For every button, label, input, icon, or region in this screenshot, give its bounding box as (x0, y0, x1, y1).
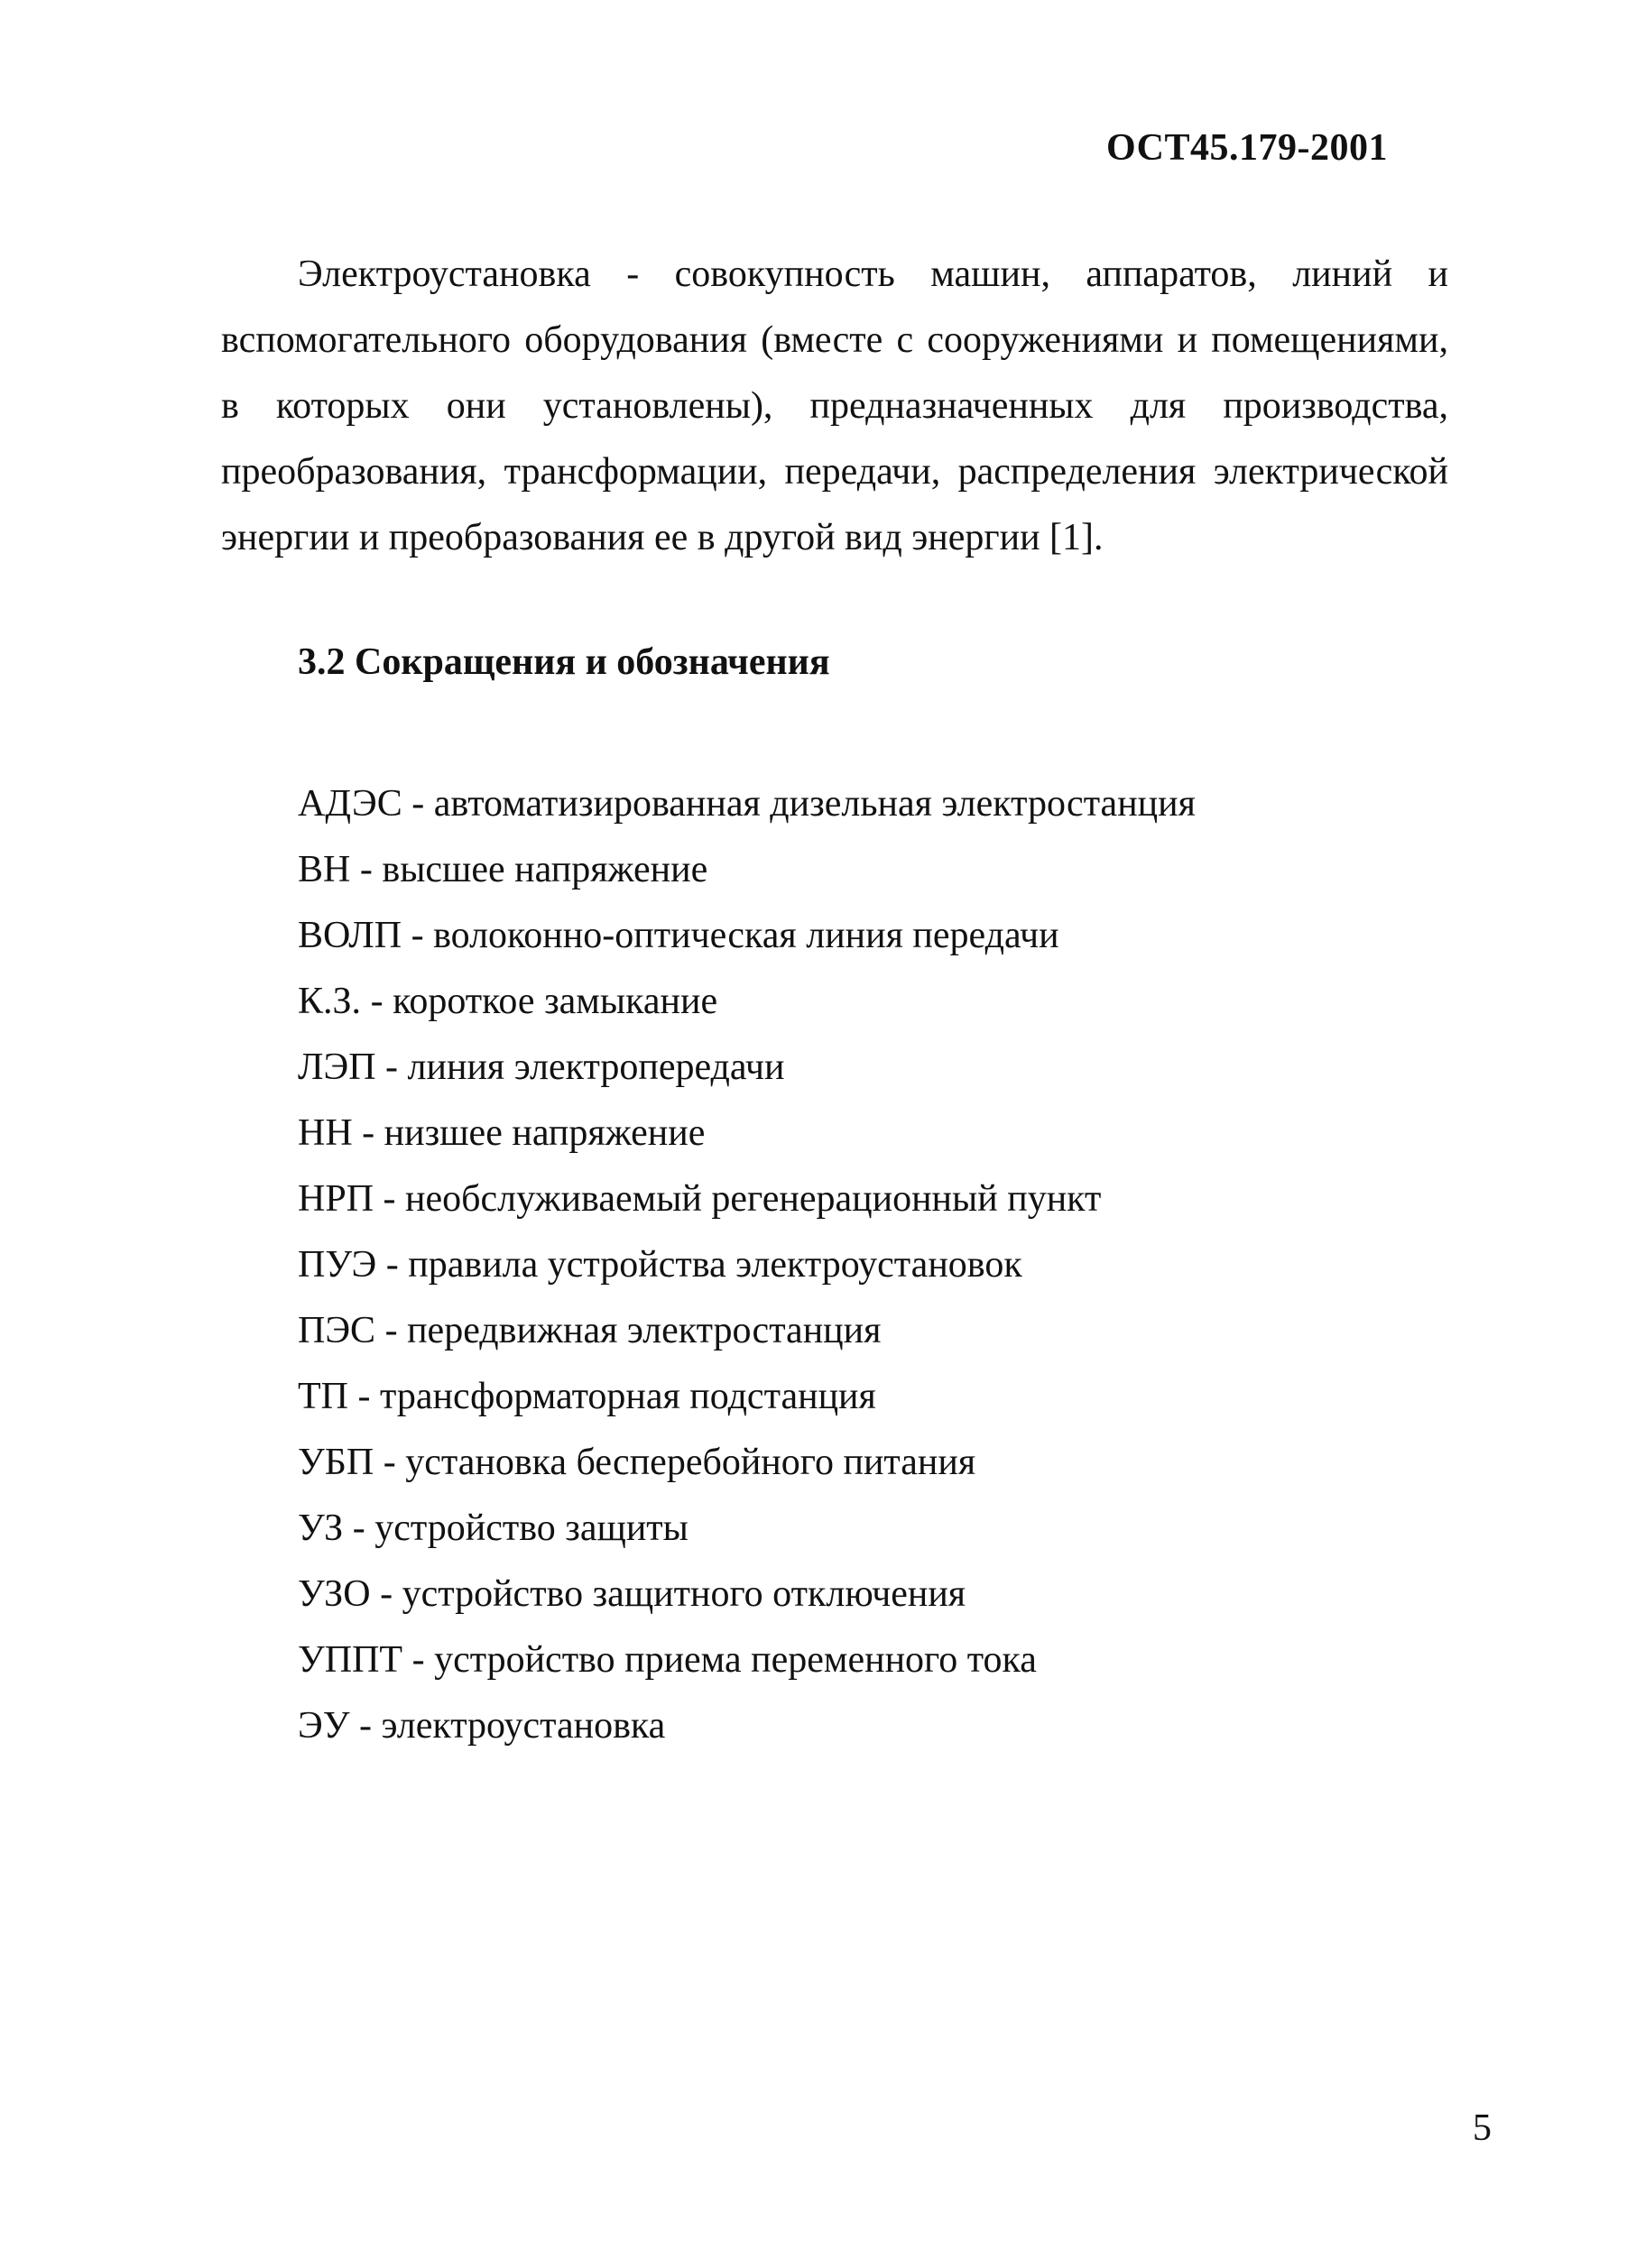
page-number: 5 (1473, 2107, 1492, 2149)
list-item: УЗО - устройство защитного отключения (298, 1573, 966, 1615)
abbreviation-description: высшее напряжение (382, 849, 708, 890)
abbreviation-description: волоконно-оптическая линия передачи (433, 915, 1059, 956)
list-item: АДЭС - автоматизированная дизельная электростанция (298, 783, 1196, 825)
list-item: ТП - трансформаторная подстанция (298, 1376, 876, 1417)
abbreviation-description: устройство приема переменного тока (434, 1639, 1037, 1681)
abbreviation-description: правила устройства электроустановок (408, 1244, 1022, 1286)
abbreviation-term: УЗ (298, 1507, 344, 1549)
abbreviation-term: ЛЭП (298, 1046, 376, 1088)
definition-paragraph: Электроустановка - совокупность машин, аппаратов, линий и вспомогательного оборудования (вместе с сооружениями и помещениями, в которых они установлены), предназначенных для производства, преобразования, трансформации, передачи, распределения электрической энергии и преобразования ее в другой вид энергии [1]. (221, 254, 1448, 558)
list-item: УЗ - устройство защиты (298, 1507, 688, 1549)
abbreviation-term: ЭУ (298, 1705, 350, 1747)
abbreviation-description: устройство защитного отключения (402, 1573, 966, 1615)
abbreviation-description: линия электропередачи (407, 1046, 785, 1088)
abbreviation-term: ВН (298, 849, 351, 890)
abbreviation-term: НН (298, 1112, 353, 1154)
abbreviation-description: передвижная электростанция (407, 1310, 882, 1351)
abbreviation-description: короткое замыкание (393, 981, 718, 1022)
abbreviation-term: К.З. (298, 981, 362, 1022)
list-item: НРП - необслуживаемый регенерационный пункт (298, 1178, 1102, 1220)
abbreviation-description: необслуживаемый регенерационный пункт (405, 1178, 1102, 1220)
abbreviation-term: ТП (298, 1376, 348, 1417)
list-item: К.З. - короткое замыкание (298, 981, 718, 1022)
abbreviation-term: УППТ (298, 1639, 403, 1681)
list-item: ЭУ - электроустановка (298, 1705, 666, 1747)
abbreviation-term: НРП (298, 1178, 374, 1220)
list-item: ПЭС - передвижная электростанция (298, 1310, 882, 1351)
list-item: ВН - высшее напряжение (298, 849, 708, 890)
abbreviation-description: установка бесперебойного питания (405, 1442, 976, 1483)
section-heading: 3.2 Сокращения и обозначения (298, 641, 830, 683)
list-item: ПУЭ - правила устройства электроустановок (298, 1244, 1022, 1286)
abbreviation-term: УБП (298, 1442, 374, 1483)
list-item: ЛЭП - линия электропередачи (298, 1046, 785, 1088)
document-code: ОСТ45.179-2001 (1105, 127, 1388, 169)
abbreviation-description: автоматизированная дизельная электростанция (433, 783, 1196, 825)
list-item: УППТ - устройство приема переменного тока (298, 1639, 1037, 1681)
abbreviation-term: УЗО (298, 1573, 371, 1615)
list-item: ВОЛП - волоконно-оптическая линия передачи (298, 915, 1059, 956)
abbreviation-term: ПЭС (298, 1310, 376, 1351)
list-item: УБП - установка бесперебойного питания (298, 1442, 976, 1483)
abbreviation-description: трансформаторная подстанция (380, 1376, 876, 1417)
abbreviation-description: устройство защиты (374, 1507, 688, 1549)
list-item: НН - низшее напряжение (298, 1112, 706, 1154)
abbreviation-term: ПУЭ (298, 1244, 377, 1286)
abbreviation-term: ВОЛП (298, 915, 402, 956)
abbreviation-term: АДЭС (298, 783, 402, 825)
abbreviation-description: электроустановка (381, 1705, 666, 1747)
abbreviation-description: низшее напряжение (384, 1112, 706, 1154)
abbreviation-list (298, 771, 1196, 1759)
